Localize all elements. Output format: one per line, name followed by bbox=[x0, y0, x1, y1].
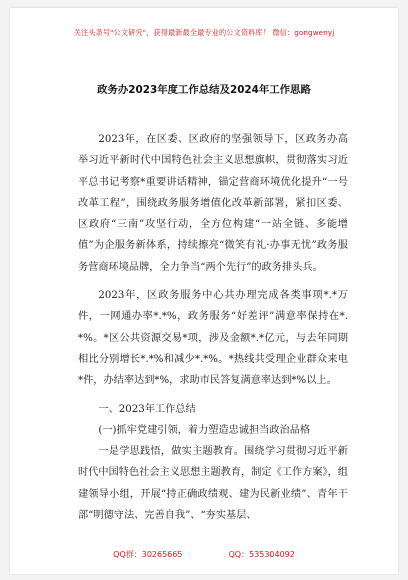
subsection-heading: (一)抓牢党建引领，着力塑造忠诚担当政治品格 bbox=[98, 424, 311, 436]
footer-qq-number: QQ：535304092 bbox=[228, 550, 295, 559]
section-heading: 一、2023年工作总结 bbox=[98, 403, 196, 415]
document-page bbox=[10, 8, 398, 574]
header-note: 关注头条号"公文研究"，获得最新最全最专业的公文资料库！ 微信：gongwenyj bbox=[73, 28, 335, 37]
paragraph-statistics: 2023年，区政务服务中心共办理完成各类事项*.*万件，一网通办率*.*%，政务服务“好差评”满意率保持在*.*%。*区公共资源交易*项，涉及金额*.*亿元，与去年同期相比分别增长*.*%和减少*.*%。*热线共受理企业群众来电*件，办结率达到*%，求助市民答复满意率达到*%以上。 bbox=[78, 290, 348, 387]
document-title: 政务办2023年度工作总结及2024年工作思路 bbox=[97, 84, 311, 96]
footer-note bbox=[10, 549, 398, 560]
paragraph-detail: 一是学思践悟，做实主题教育。围绕学习贯彻习近平新时代中国特色社会主义思想主题教育，制定《工作方案》，组建领导小组，开展“持正确政绩观、建为民新业绩”、青年干部“明德守法、完善自我”、“夯实基层、 bbox=[78, 446, 348, 522]
footer-qq-group: QQ群：30265665 bbox=[113, 550, 183, 559]
paragraph-intro: 2023年，在区委、区政府的坚强领导下，区政务办高举习近平新时代中国特色社会主义思想旗帜，贯彻落实习近平总书记考察*重要讲话精神，锚定营商环境优化提升“一号改革工程”，围绕政务服务增值化改革新部署，紧扣区委、区政府“三南”攻坚行动，全方位构建“一站全链、多能增值”为企服务新体系，持续擦亮“微笑有礼·办事无忧”政务服务营商环境品牌，全力争当“两个先行”的政务排头兵。 bbox=[78, 134, 348, 273]
document-body bbox=[78, 129, 348, 526]
